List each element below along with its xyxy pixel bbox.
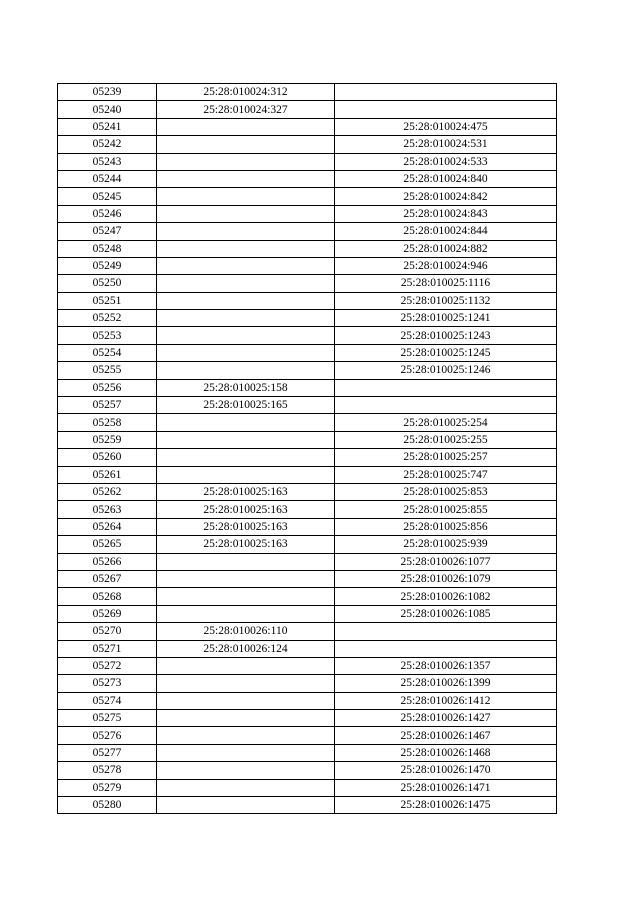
new-cadastral-number-cell: 25:28:010024:946 (335, 257, 557, 274)
row-number-cell: 05278 (58, 762, 157, 779)
new-cadastral-number-cell (335, 84, 557, 101)
old-cadastral-number-cell (157, 570, 335, 587)
table-row (58, 327, 557, 344)
table-row (58, 483, 557, 500)
row-number-cell: 05263 (58, 501, 157, 518)
table-row (58, 536, 557, 553)
new-cadastral-number-cell (335, 101, 557, 118)
new-cadastral-number-cell: 25:28:010025:747 (335, 466, 557, 483)
old-cadastral-number-cell (157, 362, 335, 379)
old-cadastral-number-cell (157, 275, 335, 292)
table-row (58, 344, 557, 361)
old-cadastral-number-cell (157, 744, 335, 761)
new-cadastral-number-cell: 25:28:010026:1357 (335, 657, 557, 674)
new-cadastral-number-cell: 25:28:010025:856 (335, 518, 557, 535)
old-cadastral-number-cell (157, 727, 335, 744)
row-number-cell: 05247 (58, 223, 157, 240)
table-row (58, 605, 557, 622)
new-cadastral-number-cell (335, 623, 557, 640)
new-cadastral-number-cell (335, 379, 557, 396)
old-cadastral-number-cell (157, 657, 335, 674)
new-cadastral-number-cell: 25:28:010026:1468 (335, 744, 557, 761)
new-cadastral-number-cell: 25:28:010025:257 (335, 449, 557, 466)
table-row (58, 275, 557, 292)
row-number-cell: 05246 (58, 205, 157, 222)
new-cadastral-number-cell: 25:28:010025:855 (335, 501, 557, 518)
new-cadastral-number-cell: 25:28:010025:254 (335, 414, 557, 431)
new-cadastral-number-cell: 25:28:010026:1470 (335, 762, 557, 779)
row-number-cell: 05268 (58, 588, 157, 605)
new-cadastral-number-cell: 25:28:010025:1241 (335, 310, 557, 327)
new-cadastral-number-cell: 25:28:010026:1399 (335, 675, 557, 692)
old-cadastral-number-cell (157, 153, 335, 170)
row-number-cell: 05239 (58, 84, 157, 101)
old-cadastral-number-cell: 25:28:010024:327 (157, 101, 335, 118)
old-cadastral-number-cell (157, 779, 335, 796)
table-row (58, 553, 557, 570)
table-row (58, 240, 557, 257)
new-cadastral-number-cell (335, 397, 557, 414)
old-cadastral-number-cell: 25:28:010026:110 (157, 623, 335, 640)
row-number-cell: 05279 (58, 779, 157, 796)
new-cadastral-number-cell: 25:28:010025:1116 (335, 275, 557, 292)
table-row (58, 466, 557, 483)
row-number-cell: 05264 (58, 518, 157, 535)
table-row (58, 640, 557, 657)
table-row (58, 518, 557, 535)
row-number-cell: 05260 (58, 449, 157, 466)
row-number-cell: 05271 (58, 640, 157, 657)
old-cadastral-number-cell: 25:28:010024:312 (157, 84, 335, 101)
row-number-cell: 05272 (58, 657, 157, 674)
new-cadastral-number-cell: 25:28:010026:1085 (335, 605, 557, 622)
new-cadastral-number-cell: 25:28:010026:1082 (335, 588, 557, 605)
table-row (58, 710, 557, 727)
table-row (58, 397, 557, 414)
new-cadastral-number-cell: 25:28:010026:1475 (335, 797, 557, 814)
table-row (58, 692, 557, 709)
row-number-cell: 05253 (58, 327, 157, 344)
row-number-cell: 05274 (58, 692, 157, 709)
table-row (58, 797, 557, 814)
old-cadastral-number-cell: 25:28:010026:124 (157, 640, 335, 657)
new-cadastral-number-cell: 25:28:010026:1471 (335, 779, 557, 796)
row-number-cell: 05273 (58, 675, 157, 692)
row-number-cell: 05255 (58, 362, 157, 379)
row-number-cell: 05275 (58, 710, 157, 727)
table-row (58, 675, 557, 692)
row-number-cell: 05261 (58, 466, 157, 483)
new-cadastral-number-cell: 25:28:010025:853 (335, 483, 557, 500)
new-cadastral-number-cell: 25:28:010025:1243 (335, 327, 557, 344)
table-row (58, 310, 557, 327)
table-row (58, 118, 557, 135)
new-cadastral-number-cell: 25:28:010026:1427 (335, 710, 557, 727)
table-row (58, 379, 557, 396)
new-cadastral-number-cell: 25:28:010025:255 (335, 431, 557, 448)
new-cadastral-number-cell: 25:28:010024:844 (335, 223, 557, 240)
old-cadastral-number-cell (157, 327, 335, 344)
old-cadastral-number-cell: 25:28:010025:163 (157, 518, 335, 535)
row-number-cell: 05240 (58, 101, 157, 118)
new-cadastral-number-cell: 25:28:010025:1245 (335, 344, 557, 361)
row-number-cell: 05262 (58, 483, 157, 500)
new-cadastral-number-cell: 25:28:010026:1079 (335, 570, 557, 587)
old-cadastral-number-cell: 25:28:010025:165 (157, 397, 335, 414)
row-number-cell: 05250 (58, 275, 157, 292)
table-row (58, 292, 557, 309)
old-cadastral-number-cell (157, 605, 335, 622)
row-number-cell: 05256 (58, 379, 157, 396)
row-number-cell: 05254 (58, 344, 157, 361)
old-cadastral-number-cell (157, 797, 335, 814)
old-cadastral-number-cell (157, 692, 335, 709)
table-row (58, 744, 557, 761)
row-number-cell: 05259 (58, 431, 157, 448)
table-row (58, 136, 557, 153)
row-number-cell: 05258 (58, 414, 157, 431)
row-number-cell: 05266 (58, 553, 157, 570)
row-number-cell: 05242 (58, 136, 157, 153)
table-row (58, 153, 557, 170)
table-row (58, 779, 557, 796)
table-row (58, 205, 557, 222)
old-cadastral-number-cell (157, 257, 335, 274)
table-row (58, 414, 557, 431)
old-cadastral-number-cell (157, 170, 335, 187)
old-cadastral-number-cell (157, 675, 335, 692)
row-number-cell: 05241 (58, 118, 157, 135)
table-row (58, 223, 557, 240)
new-cadastral-number-cell: 25:28:010024:843 (335, 205, 557, 222)
table-row (58, 762, 557, 779)
new-cadastral-number-cell: 25:28:010025:939 (335, 536, 557, 553)
table-row (58, 623, 557, 640)
new-cadastral-number-cell: 25:28:010024:475 (335, 118, 557, 135)
row-number-cell: 05249 (58, 257, 157, 274)
table-row (58, 431, 557, 448)
table-row (58, 657, 557, 674)
old-cadastral-number-cell (157, 431, 335, 448)
table-row (58, 501, 557, 518)
old-cadastral-number-cell: 25:28:010025:163 (157, 483, 335, 500)
new-cadastral-number-cell: 25:28:010026:1412 (335, 692, 557, 709)
old-cadastral-number-cell (157, 553, 335, 570)
table-row (58, 570, 557, 587)
old-cadastral-number-cell (157, 118, 335, 135)
row-number-cell: 05245 (58, 188, 157, 205)
new-cadastral-number-cell: 25:28:010025:1246 (335, 362, 557, 379)
old-cadastral-number-cell: 25:28:010025:163 (157, 536, 335, 553)
new-cadastral-number-cell: 25:28:010026:1467 (335, 727, 557, 744)
row-number-cell: 05252 (58, 310, 157, 327)
new-cadastral-number-cell: 25:28:010024:533 (335, 153, 557, 170)
table-row (58, 449, 557, 466)
table-row (58, 257, 557, 274)
old-cadastral-number-cell: 25:28:010025:158 (157, 379, 335, 396)
row-number-cell: 05269 (58, 605, 157, 622)
old-cadastral-number-cell (157, 449, 335, 466)
new-cadastral-number-cell: 25:28:010025:1132 (335, 292, 557, 309)
old-cadastral-number-cell (157, 762, 335, 779)
row-number-cell: 05280 (58, 797, 157, 814)
old-cadastral-number-cell: 25:28:010025:163 (157, 501, 335, 518)
new-cadastral-number-cell: 25:28:010024:840 (335, 170, 557, 187)
table-row (58, 727, 557, 744)
row-number-cell: 05251 (58, 292, 157, 309)
table-row (58, 188, 557, 205)
old-cadastral-number-cell (157, 205, 335, 222)
row-number-cell: 05265 (58, 536, 157, 553)
old-cadastral-number-cell (157, 292, 335, 309)
row-number-cell: 05270 (58, 623, 157, 640)
old-cadastral-number-cell (157, 414, 335, 431)
row-number-cell: 05248 (58, 240, 157, 257)
old-cadastral-number-cell (157, 588, 335, 605)
old-cadastral-number-cell (157, 710, 335, 727)
old-cadastral-number-cell (157, 136, 335, 153)
table-row (58, 84, 557, 101)
row-number-cell: 05257 (58, 397, 157, 414)
table-row (58, 170, 557, 187)
row-number-cell: 05276 (58, 727, 157, 744)
new-cadastral-number-cell: 25:28:010024:531 (335, 136, 557, 153)
row-number-cell: 05244 (58, 170, 157, 187)
cadastral-numbers-table (57, 83, 557, 814)
table-row (58, 101, 557, 118)
row-number-cell: 05267 (58, 570, 157, 587)
old-cadastral-number-cell (157, 466, 335, 483)
table-row (58, 588, 557, 605)
new-cadastral-number-cell: 25:28:010024:882 (335, 240, 557, 257)
new-cadastral-number-cell (335, 640, 557, 657)
table-body (58, 84, 557, 814)
old-cadastral-number-cell (157, 223, 335, 240)
old-cadastral-number-cell (157, 344, 335, 361)
row-number-cell: 05243 (58, 153, 157, 170)
old-cadastral-number-cell (157, 188, 335, 205)
old-cadastral-number-cell (157, 240, 335, 257)
old-cadastral-number-cell (157, 310, 335, 327)
row-number-cell: 05277 (58, 744, 157, 761)
new-cadastral-number-cell: 25:28:010026:1077 (335, 553, 557, 570)
new-cadastral-number-cell: 25:28:010024:842 (335, 188, 557, 205)
table-row (58, 362, 557, 379)
